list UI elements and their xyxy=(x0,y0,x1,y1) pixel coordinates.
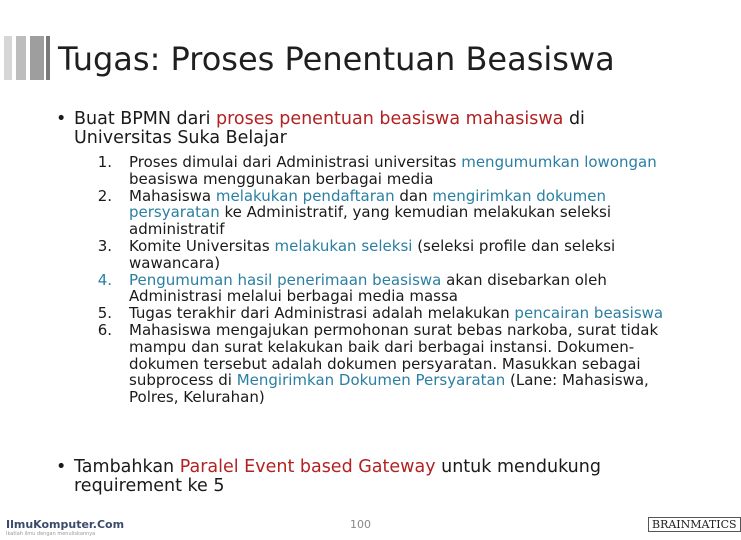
bullet-text: Buat BPMN dari proses penentuan beasiswa mahasiswa di Universitas Suka Belajar xyxy=(74,109,585,148)
ilmukomputer-logo: IlmuKomputer.Com Ikatlah ilmu dengan menuliskannya xyxy=(6,518,125,537)
title-decoration-bar xyxy=(16,36,26,80)
title-decoration-bar xyxy=(4,36,12,80)
list-item: 4. Pengumuman hasil penerimaan beasiswa akan disebarkan oleh Administrasi melalui berbagai media massa xyxy=(97,270,607,306)
list-item: 2. Mahasiswa melakukan pendaftaran dan mengirimkan dokumen persyaratan ke Administratif, yang kemudian melakukan seleksi administratif xyxy=(97,186,612,239)
bullet-dot: • xyxy=(56,109,67,129)
page-number: 100 xyxy=(350,518,371,531)
bullet-text: Tambahkan Paralel Event based Gateway untuk mendukung requirement ke 5 xyxy=(74,457,601,496)
title-decoration-bar xyxy=(30,36,44,80)
title-decoration-bar xyxy=(46,36,50,80)
requirements-list xyxy=(86,154,666,406)
list-item: 5. Tugas terakhir dari Administrasi adalah melakukan pencairan beasiswa xyxy=(97,304,664,323)
bullet-dot: • xyxy=(56,457,67,477)
list-item: 1. Proses dimulai dari Administrasi universitas mengumumkan lowongan beasiswa menggunakan berbagai media xyxy=(97,153,657,188)
brainmatics-logo: BRAINMATICS xyxy=(648,517,741,532)
list-item: 6. Mahasiswa mengajukan permohonan surat bebas narkoba, surat tidak mampu dan surat kelakukan baik dari berbagai instansi. Dokumen-dokumen tersebut adalah dokumen persyaratan. Masukkan sebagai subprocess di Mengirimkan Dokumen Persyaratan (Lane: Mahasiswa, Polres, Kelurahan) xyxy=(97,320,659,407)
bullet-gateway xyxy=(56,458,676,496)
bullet-bpmn xyxy=(56,110,656,148)
slide-title: Tugas: Proses Penentuan Beasiswa xyxy=(58,40,615,78)
list-item: 3. Komite Universitas melakukan seleksi (seleksi profile dan seleksi wawancara) xyxy=(97,236,616,272)
